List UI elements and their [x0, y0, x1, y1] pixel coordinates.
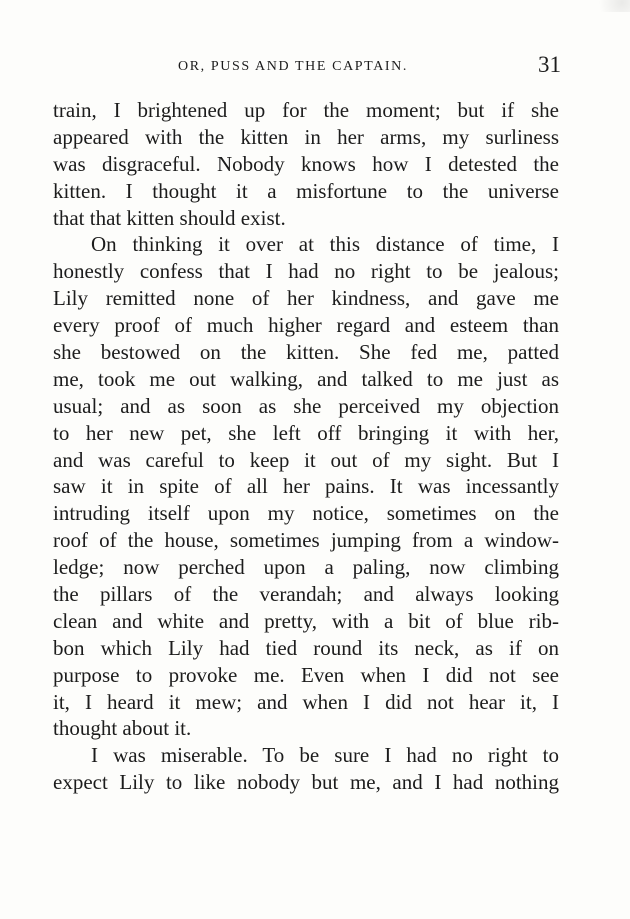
running-head [53, 50, 561, 78]
page-number: 31 [538, 52, 561, 77]
text-line: every proof of much higher regard and esteem than [53, 313, 559, 338]
text-line: intruding itself upon my notice, sometimes on the [53, 501, 559, 526]
text-line: bon which Lily had tied round its neck, as if on [53, 635, 559, 660]
text-line: ledge; now perched upon a paling, now climbing [53, 555, 559, 580]
text-line: thought about it. [53, 716, 192, 741]
text-line: and was careful to keep it out of my sight. But I [53, 447, 559, 472]
text-line: purpose to provoke me. Even when I did not see [53, 662, 559, 687]
text-line: expect Lily to like nobody but me, and I had nothing [53, 770, 559, 795]
text-line: clean and white and pretty, with a bit of blue rib- [53, 608, 559, 633]
text-line: train, I brightened up for the moment; but if she [53, 98, 559, 122]
body-text [53, 97, 559, 796]
text-line: appeared with the kitten in her arms, my surliness [53, 124, 559, 149]
text-line: was disgraceful. Nobody knows how I detested the [53, 151, 559, 176]
text-line: me, took me out walking, and talked to me just as [53, 366, 559, 391]
scan-speck [590, 0, 630, 12]
text-line: honestly confess that I had no right to be jealous; [53, 259, 559, 284]
text-line: roof of the house, sometimes jumping from a window- [53, 528, 559, 553]
text-line: usual; and as soon as she perceived my objection [53, 393, 559, 418]
text-line: to her new pet, she left off bringing it with her, [53, 420, 559, 445]
text-line: it, I heard it mew; and when I did not hear it, I [53, 689, 559, 714]
text-line: I was miserable. To be sure I had no right to [91, 743, 559, 768]
text-line: saw it in spite of all her pains. It was incessantly [53, 474, 559, 499]
text-line: she bestowed on the kitten. She fed me, patted [53, 340, 559, 365]
running-title: OR, PUSS AND THE CAPTAIN. [178, 59, 408, 74]
text-line: kitten. I thought it a misfortune to the universe [53, 178, 559, 203]
text-line: that that kitten should exist. [53, 205, 286, 230]
text-line: the pillars of the verandah; and always looking [53, 582, 559, 607]
text-line: Lily remitted none of her kindness, and gave me [53, 286, 559, 311]
text-line: On thinking it over at this distance of time, I [91, 232, 559, 257]
